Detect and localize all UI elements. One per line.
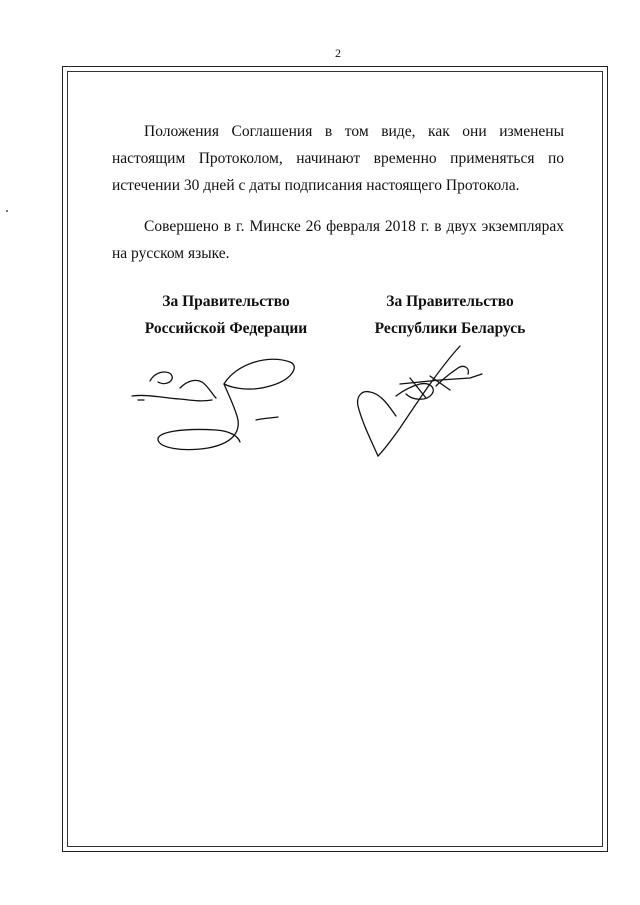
signatory-line-2: Республики Беларусь <box>374 320 526 337</box>
signatory-line-1: За Правительство <box>162 293 290 310</box>
signatory-belarus <box>362 288 538 342</box>
paragraph-text: Совершено в г. Минске 26 февраля 2018 г. в двух экземплярах на русском языке. <box>112 218 564 262</box>
handwritten-signature-left <box>120 348 310 463</box>
body-paragraph-2 <box>112 213 564 267</box>
scan-artifact <box>6 210 8 212</box>
signatory-russia <box>118 288 334 342</box>
signatory-line-2: Российской Федерации <box>144 320 308 337</box>
paragraph-text: Положения Соглашения в том виде, как они изменены настоящим Протоколом, начинают временно применяться по истечении 30 дней с даты подписания настоящего Протокола. <box>112 123 564 194</box>
page-number: 2 <box>335 46 341 60</box>
signatory-line-1: За Правительство <box>386 293 514 310</box>
handwritten-signature-right <box>340 338 490 463</box>
body-paragraph-1 <box>112 118 564 199</box>
